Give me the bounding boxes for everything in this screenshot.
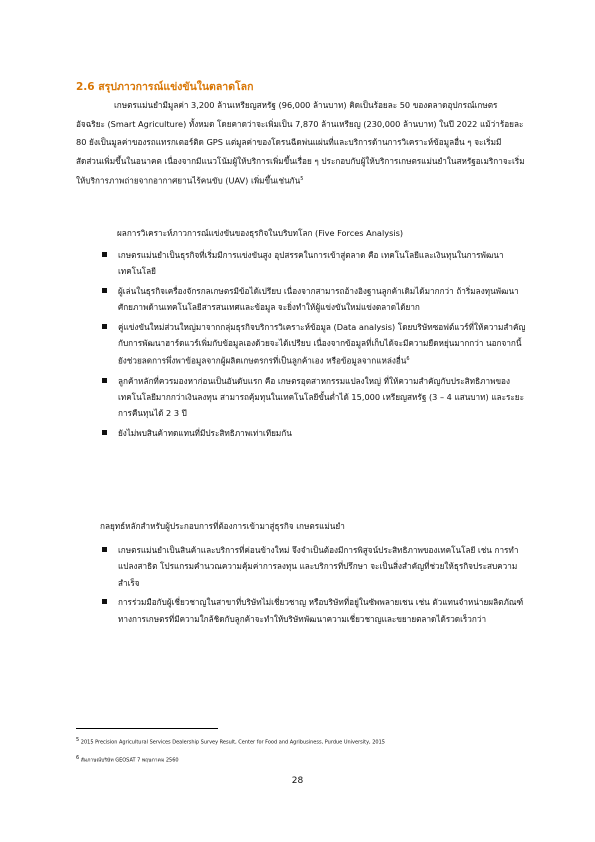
footnote-6: $^6$ สัมภาษณ์บริษัท GEOSAT 7 พฤษภาคม 2560 (76, 755, 179, 764)
bullet-icon (102, 252, 107, 257)
list-item: เกษตรแม่นยำเป็นสินค้าและบริการที่ค่อนข้างใหม่ จึงจำเป็นต้องมีการพิสูจน์ประสิทธิภาพของเทคโนโลยี เช่น การทำแปลงสาธิต โปรแกรมคำนวณความคุ้มค่าการลงทุน และบริการที่ปรึกษา จะเป็นสิ่งสำคัญที่ช่วยให้ธุรกิจประสบความสำเร็จ (98, 542, 528, 591)
bullet-icon (102, 324, 107, 329)
intro-paragraph (76, 96, 526, 191)
bullet-icon (102, 547, 107, 552)
bullet-icon (102, 599, 107, 604)
bullet-icon (102, 378, 107, 383)
strategy-title: กลยุทธ์หลักสำหรับผู้ประกอบการที่ต้องการเข้ามาสู่ธุรกิจ เกษตรแม่นยำ (100, 521, 345, 531)
list-item: เกษตรแม่นยำเป็นธุรกิจที่เริ่มมีการแข่งขันสูง อุปสรรคในการเข้าสู่ตลาด คือ เทคโนโลยีและเงินทุนในการพัฒนาเทคโนโลยี (98, 247, 528, 280)
section-heading: 2.6 สรุปภาวการณ์แข่งขันในตลาดโลก (76, 81, 254, 93)
list-item: ผู้เล่นในธุรกิจเครื่องจักรกลเกษตรมีข้อได้เปรียบ เนื่องจากสามารถอ้างอิงฐานลูกค้าเดิมได้มากกว่า ถ้าริ่มลงทุนพัฒนาศักยภาพด้านเทคโนโลยีสารสนเทศและข้อมูล จะยิ่งทำให้ผู้แข่งขันใหม่แข่งตลาดได้ยาก (98, 283, 528, 316)
bullet-icon (102, 288, 107, 293)
footnote-ref-5: 5 (300, 176, 304, 183)
footnote-divider (76, 728, 218, 729)
list-item: ยังไม่พบสินค้าทดแทนที่มีประสิทธิภาพเท่าเทียมกัน (98, 425, 528, 441)
footnote-ref-6: 6 (406, 356, 410, 363)
bullet-icon (102, 430, 107, 435)
list-item: คู่แข่งขันใหม่ส่วนใหญ่มาจากกลุ่มธุรกิจบริการวิเคราะห์ข้อมูล (Data analysis) โดยบริษัทซอฟต์แวร์ที่ให้ความสำคัญกับการพัฒนาฮาร์ดแวร์เพิ่มกับข้อมูลเองด้วยจะได้เปรียบ เนื่องจากข้อมูลที่เก็บได้จะมีความยืดหยุ่นมากกว่า นอกจากนี้ ยังช่วยลดการพึ่งพาข้อมูลจากผู้ผลิตเกษตรกรที่เป็นลูกค้าเอง หรือข้อมูลจากแหล่งอื่น$^6$ (98, 319, 528, 370)
footnote-5: $^5$ 2015 Precision Agricultural Services Dealership Survey Result, Center for Food and Agribusiness, Purdue University, 2015 (76, 737, 385, 746)
list-item: การร่วมมือกับผู้เชี่ยวชาญในสาขาที่บริษัทไม่เชี่ยวชาญ หรือบริษัทที่อยู่ในซัพพลายเชน เช่น ตัวแทนจำหน่ายผลิตภัณฑ์ทางการเกษตรที่มีความใกล้ชิดกับลูกค้าจะทำให้บริษัทพัฒนาความเชี่ยวชาญและขยายตลาดได้รวดเร็วกว่า (98, 594, 528, 627)
strategy-list (98, 542, 528, 630)
five-forces-list (98, 247, 528, 444)
page-number: 28 (291, 776, 304, 786)
five-forces-title: ผลการวิเคราะห์ภาวการณ์แข่งขันของธุรกิจในบริบทโลก (Five Forces Analysis) (117, 228, 404, 238)
list-item: ลูกค้าหลักที่ควรมองหาก่อนเป็นอันดับแรก คือ เกษตรอุตสาหกรรมแปลงใหญ่ ที่ให้ความสำคัญกับประสิทธิภาพของเทคโนโลยีมากกว่าเงินลงทุน สามารถคุ้มทุนในเทคโนโลยีขั้นต่ำได้ 15,000 เหรียญสหรัฐ (3 – 4 แสนบาท) และระยะการคืนทุนได้ 2 3 ปี (98, 373, 528, 422)
intro-text: เกษตรแม่นยำมีมูลค่า 3,200 ล้านเหรียญสหรัฐ (96,000 ล้านบาท) คิดเป็นร้อยละ 50 ของตลาดอุปกรณ์เกษตรอัจฉริยะ (Smart Agriculture) ทั้งหมด โดยคาดว่าจะเพิ่มเป็น 7,870 ล้านเหรียญ (230,000 ล้านบาท) ในปี 2022 แม้ว่าร้อยละ 80 ยังเป็นมูลค่าของรถแทรกเตอร์ติด GPS แต่มูลค่าของโดรนฉีดพ่นแผ่นที่และบริการด้านการวิเคราะห์ข้อมูลอื่น ๆ จะเริ่มมีสัดส่วนเพิ่มขึ้นในอนาคต เนื่องจากมีแนวโน้มผู้ให้บริการเพิ่มขึ้นเรื่อย ๆ ประกอบกับผู้ให้บริการเกษตรแม่นยำในสหรัฐอเมริกาจะเริ่มให้บริการภาพถ่ายจากอากาศยานไร้คนขับ (UAV) เพิ่มขึ้นเช่นกัน (76, 100, 525, 187)
